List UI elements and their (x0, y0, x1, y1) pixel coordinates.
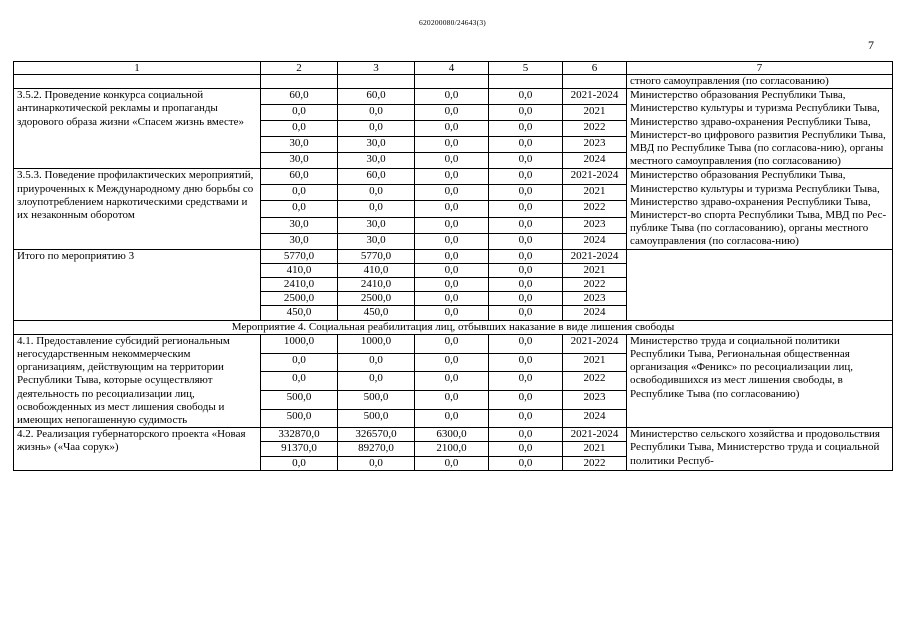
responsible-executors: Министерство образования Республики Тыва, Министерство культуры и туризма Республики Тыва, Министерство здраво-охранения Республики Тыва, Министерст-во спорта Республики Тыва, МВД по Рес-публике Тыва (по согласованию), органы местного самоуправления (по согласова-нию) (627, 169, 893, 249)
period-value: 2024 (563, 153, 627, 169)
other-value: 0,0 (489, 249, 563, 263)
budget-value: 450,0 (338, 306, 415, 320)
total-value: 91370,0 (261, 442, 338, 456)
federal-value: 0,0 (415, 201, 489, 217)
total-value: 30,0 (261, 233, 338, 249)
budget-value: 2500,0 (338, 292, 415, 306)
header-col-5: 5 (489, 62, 563, 75)
responsible-executors: Министерство сельского хозяйства и продовольствия Республики Тыва, Министерство труда и социальной политики Респуб- (627, 428, 893, 471)
total-value: 0,0 (261, 201, 338, 217)
budget-value: 0,0 (338, 353, 415, 372)
other-value: 0,0 (489, 428, 563, 442)
federal-value: 0,0 (415, 105, 489, 121)
document-id: 620200080/24643(3) (419, 18, 486, 27)
measure-name: 4.2. Реализация губернаторского проекта «Новая жизнь» («Чаа сорук») (14, 428, 261, 471)
period-value: 2021 (563, 185, 627, 201)
federal-value: 0,0 (415, 409, 489, 428)
other-value: 0,0 (489, 137, 563, 153)
other-value: 0,0 (489, 185, 563, 201)
period-value: 2022 (563, 201, 627, 217)
federal-value: 0,0 (415, 169, 489, 185)
period-value: 2021 (563, 353, 627, 372)
period-value: 2023 (563, 217, 627, 233)
total-value: 1000,0 (261, 334, 338, 353)
total-value: 0,0 (261, 372, 338, 391)
federal-value: 2100,0 (415, 442, 489, 456)
federal-value: 6300,0 (415, 428, 489, 442)
budget-value: 410,0 (338, 263, 415, 277)
period-value: 2021-2024 (563, 334, 627, 353)
federal-value: 0,0 (415, 456, 489, 470)
budget-value: 0,0 (338, 105, 415, 121)
federal-value: 0,0 (415, 263, 489, 277)
other-value: 0,0 (489, 442, 563, 456)
other-value: 0,0 (489, 233, 563, 249)
other-value: 0,0 (489, 121, 563, 137)
federal-value: 0,0 (415, 89, 489, 105)
other-value: 0,0 (489, 217, 563, 233)
budget-value: 0,0 (338, 456, 415, 470)
period-value: 2021 (563, 263, 627, 277)
table-row (14, 334, 893, 353)
federal-value: 0,0 (415, 372, 489, 391)
period-value: 2023 (563, 137, 627, 153)
other-value: 0,0 (489, 89, 563, 105)
total-value: 332870,0 (261, 428, 338, 442)
period-value: 2021 (563, 442, 627, 456)
budget-value: 30,0 (338, 153, 415, 169)
program-table (13, 61, 893, 471)
table-row (14, 428, 893, 442)
budget-value: 89270,0 (338, 442, 415, 456)
federal-value: 0,0 (415, 249, 489, 263)
header-col-3: 3 (338, 62, 415, 75)
budget-value: 30,0 (338, 137, 415, 153)
budget-value: 0,0 (338, 185, 415, 201)
period-value: 2021 (563, 105, 627, 121)
continuation-row (14, 75, 893, 89)
budget-value: 5770,0 (338, 249, 415, 263)
total-value: 5770,0 (261, 249, 338, 263)
total-value: 0,0 (261, 456, 338, 470)
total-value: 0,0 (261, 353, 338, 372)
other-value: 0,0 (489, 263, 563, 277)
other-value: 0,0 (489, 292, 563, 306)
total-value: 0,0 (261, 121, 338, 137)
period-value: 2021-2024 (563, 428, 627, 442)
budget-value: 2410,0 (338, 278, 415, 292)
other-value: 0,0 (489, 169, 563, 185)
table-body (14, 62, 893, 471)
total-value: 30,0 (261, 153, 338, 169)
header-col-1: 1 (14, 62, 261, 75)
responsible-executors: Министерство труда и социальной политики Республики Тыва, Региональная общественная организация «Феникс» по ресоциализации лиц, освободившихся из мест лишения свободы, в Республике Тыва (по согласованию) (627, 334, 893, 427)
budget-value: 500,0 (338, 390, 415, 409)
budget-value: 0,0 (338, 121, 415, 137)
responsible-executors: Министерство образования Республики Тыва, Министерство культуры и туризма Республики Тыва, Министерство здраво-охранения Республики Тыва, Министерст-во цифрового развития Республики Тыва, МВД по Республике Тыва (по согласова-нию), органы местного самоуправления (по согласованию) (627, 89, 893, 169)
total-value: 60,0 (261, 169, 338, 185)
header-col-6: 6 (563, 62, 627, 75)
budget-value: 0,0 (338, 201, 415, 217)
period-value: 2021-2024 (563, 169, 627, 185)
total-value: 30,0 (261, 217, 338, 233)
table-row (14, 249, 893, 263)
header-row (14, 62, 893, 75)
period-value: 2021-2024 (563, 89, 627, 105)
budget-value: 500,0 (338, 409, 415, 428)
federal-value: 0,0 (415, 390, 489, 409)
measure-name: Итого по мероприятию 3 (14, 249, 261, 320)
period-value: 2023 (563, 390, 627, 409)
total-value: 60,0 (261, 89, 338, 105)
budget-value: 1000,0 (338, 334, 415, 353)
federal-value: 0,0 (415, 292, 489, 306)
period-value: 2024 (563, 306, 627, 320)
budget-value: 30,0 (338, 233, 415, 249)
period-value: 2022 (563, 372, 627, 391)
continuation-text: стного самоуправления (по согласованию) (627, 75, 893, 89)
federal-value: 0,0 (415, 153, 489, 169)
other-value: 0,0 (489, 456, 563, 470)
budget-value: 60,0 (338, 89, 415, 105)
other-value: 0,0 (489, 306, 563, 320)
other-value: 0,0 (489, 390, 563, 409)
measure-name: 4.1. Предоставление субсидий региональным негосударственным некоммерческим организациям, действующим на территории Республики Тыва, которые осуществляют деятельность по ресоциализации лиц, освобожденных из мест лишения свободы и имеющих непогашенную судимость (14, 334, 261, 427)
measure-name: 3.5.3. Поведение профилактических мероприятий, приуроченных к Международному дню борьбы со злоупотреблением наркотическими средствами и их незаконным оборотом (14, 169, 261, 249)
header-col-7: 7 (627, 62, 893, 75)
section-row (14, 320, 893, 334)
budget-value: 326570,0 (338, 428, 415, 442)
other-value: 0,0 (489, 153, 563, 169)
total-value: 450,0 (261, 306, 338, 320)
period-value: 2022 (563, 456, 627, 470)
period-value: 2022 (563, 278, 627, 292)
total-value: 0,0 (261, 105, 338, 121)
total-value: 0,0 (261, 185, 338, 201)
header-col-2: 2 (261, 62, 338, 75)
total-value: 2500,0 (261, 292, 338, 306)
page-number: 7 (868, 38, 874, 52)
period-value: 2021-2024 (563, 249, 627, 263)
other-value: 0,0 (489, 372, 563, 391)
other-value: 0,0 (489, 334, 563, 353)
header-col-4: 4 (415, 62, 489, 75)
federal-value: 0,0 (415, 233, 489, 249)
total-value: 2410,0 (261, 278, 338, 292)
period-value: 2024 (563, 233, 627, 249)
other-value: 0,0 (489, 353, 563, 372)
table-row (14, 169, 893, 185)
total-value: 30,0 (261, 137, 338, 153)
federal-value: 0,0 (415, 217, 489, 233)
period-value: 2022 (563, 121, 627, 137)
period-value: 2023 (563, 292, 627, 306)
total-value: 500,0 (261, 390, 338, 409)
measure-name: 3.5.2. Проведение конкурса социальной антинаркотической рекламы и пропаганды здорового образа жизни «Спасем жизнь вместе» (14, 89, 261, 169)
other-value: 0,0 (489, 201, 563, 217)
table-row (14, 89, 893, 105)
budget-value: 30,0 (338, 217, 415, 233)
federal-value: 0,0 (415, 306, 489, 320)
period-value: 2024 (563, 409, 627, 428)
federal-value: 0,0 (415, 334, 489, 353)
federal-value: 0,0 (415, 278, 489, 292)
other-value: 0,0 (489, 105, 563, 121)
other-value: 0,0 (489, 409, 563, 428)
federal-value: 0,0 (415, 185, 489, 201)
total-value: 500,0 (261, 409, 338, 428)
section-title: Мероприятие 4. Социальная реабилитация лиц, отбывших наказание в виде лишения свободы (14, 320, 893, 334)
budget-value: 0,0 (338, 372, 415, 391)
federal-value: 0,0 (415, 137, 489, 153)
federal-value: 0,0 (415, 121, 489, 137)
total-value: 410,0 (261, 263, 338, 277)
responsible-executors (627, 249, 893, 320)
federal-value: 0,0 (415, 353, 489, 372)
other-value: 0,0 (489, 278, 563, 292)
budget-value: 60,0 (338, 169, 415, 185)
